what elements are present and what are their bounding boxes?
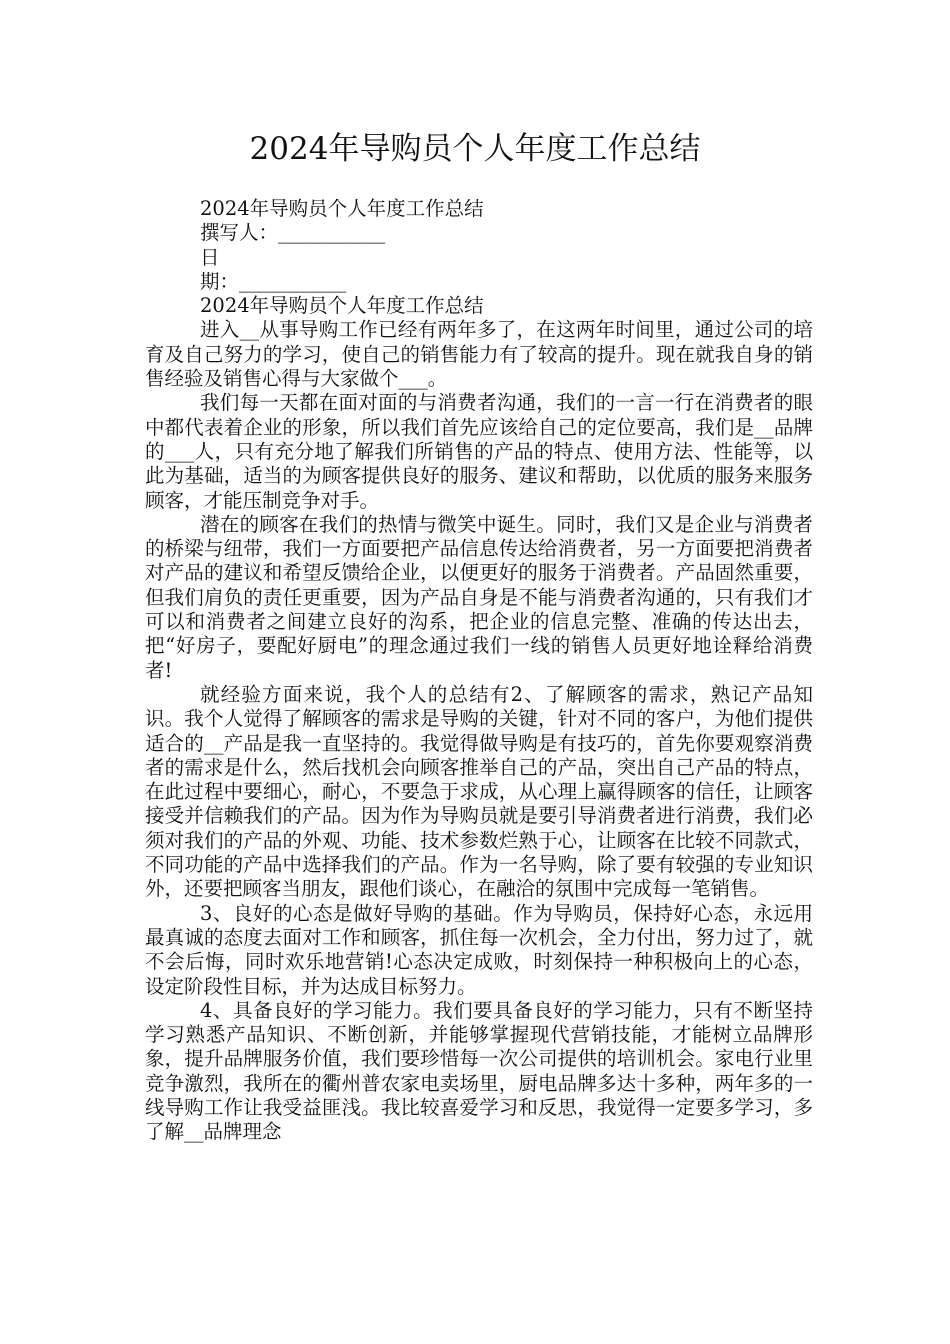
document-title: 2024年导购员个人年度工作总结 [249, 131, 701, 167]
section-heading: 2024年导购员个人年度工作总结 [200, 294, 484, 318]
document-subtitle: 2024年导购员个人年度工作总结 [200, 197, 484, 220]
author-line: 撰写人：___________ [200, 221, 386, 245]
paragraph-intro: 进入__从事导购工作已经有两年多了，在这两年时间里，通过公司的培育及自己努力的学习，使自己的销售能力有了较高的提升。现在就我自身的销售经验及销售心得与大家做个___。 [145, 318, 813, 391]
paragraph-learning: 4、具备良好的学习能力。我们要具备良好的学习能力，只有不断坚持学习熟悉产品知识、不断创新，并能够掌握现代营销技能，才能树立品牌形象，提升品牌服务价值，我们要珍惜每一次公司提供的培训机会。家电行业里竞争激烈，我所在的衢州普农家电卖场里，厨电品牌多达十多种，两年多的一线导购工作让我受益匪浅。我比较喜爱学习和反思，我觉得一定要多学习，多了解__品牌理念 [145, 998, 813, 1144]
paragraph-experience: 就经验方面来说，我个人的总结有2、了解顾客的需求，熟记产品知识。我个人觉得了解顾客的需求是导购的关键，针对不同的客户，为他们提供适合的__产品是我一直坚持的。我觉得做导购是有技巧的，首先你要观察消费者的需求是什么，然后找机会向顾客推举自己的产品，突出自己产品的特点，在此过程中要细心，耐心，不要急于求成，从心理上赢得顾客的信任，让顾客接受并信赖我们的产品。因为作为导购员就是要引导消费者进行消费，我们必须对我们的产品的外观、功能、技术参数烂熟于心，让顾客在比较不同款式，不同功能的产品中选择我们的产品。作为一名导购，除了要有较强的专业知识外，还要把顾客当朋友，跟他们谈心，在融洽的氛围中完成每一笔销售。 [145, 682, 813, 901]
date-label: 日 [200, 245, 220, 269]
paragraph-mindset: 3、良好的心态是做好导购的基础。作为导购员，保持好心态，永远用最真诚的态度去面对工作和顾客，抓住每一次机会，全力付出，努力过了，就不会后悔，同时欢乐地营销!心态决定成败，时刻保持一种积极向上的心态，设定阶段性目标，并为达成目标努力。 [145, 901, 813, 998]
date-line: 期：___________ [200, 269, 347, 293]
document-body [145, 197, 813, 1145]
paragraph-image: 我们每一天都在面对面的与消费者沟通，我们的一言一行在消费者的眼中都代表着企业的形象，所以我们首先应该给自己的定位要高，我们是__品牌的___人，只有充分地了解我们所销售的产品的特点、使用方法、性能等，以此为基础，适当的为顾客提供良好的服务、建议和帮助，以优质的服务来服务顾客，才能压制竞争对手。 [145, 391, 813, 512]
paragraph-bridge: 潜在的顾客在我们的热情与微笑中诞生。同时，我们又是企业与消费者的桥梁与纽带，我们一方面要把产品信息传达给消费者，另一方面要把消费者对产品的建议和希望反馈给企业，以便更好的服务于消费者。产品固然重要，但我们肩负的责任更重要，因为产品自身是不能与消费者沟通的，只有我们才可以和消费者之间建立良好的沟系，把企业的信息完整、准确的传达出去，把“好房子，要配好厨电”的理念通过我们一线的销售人员更好地诠释给消费者! [145, 512, 813, 682]
